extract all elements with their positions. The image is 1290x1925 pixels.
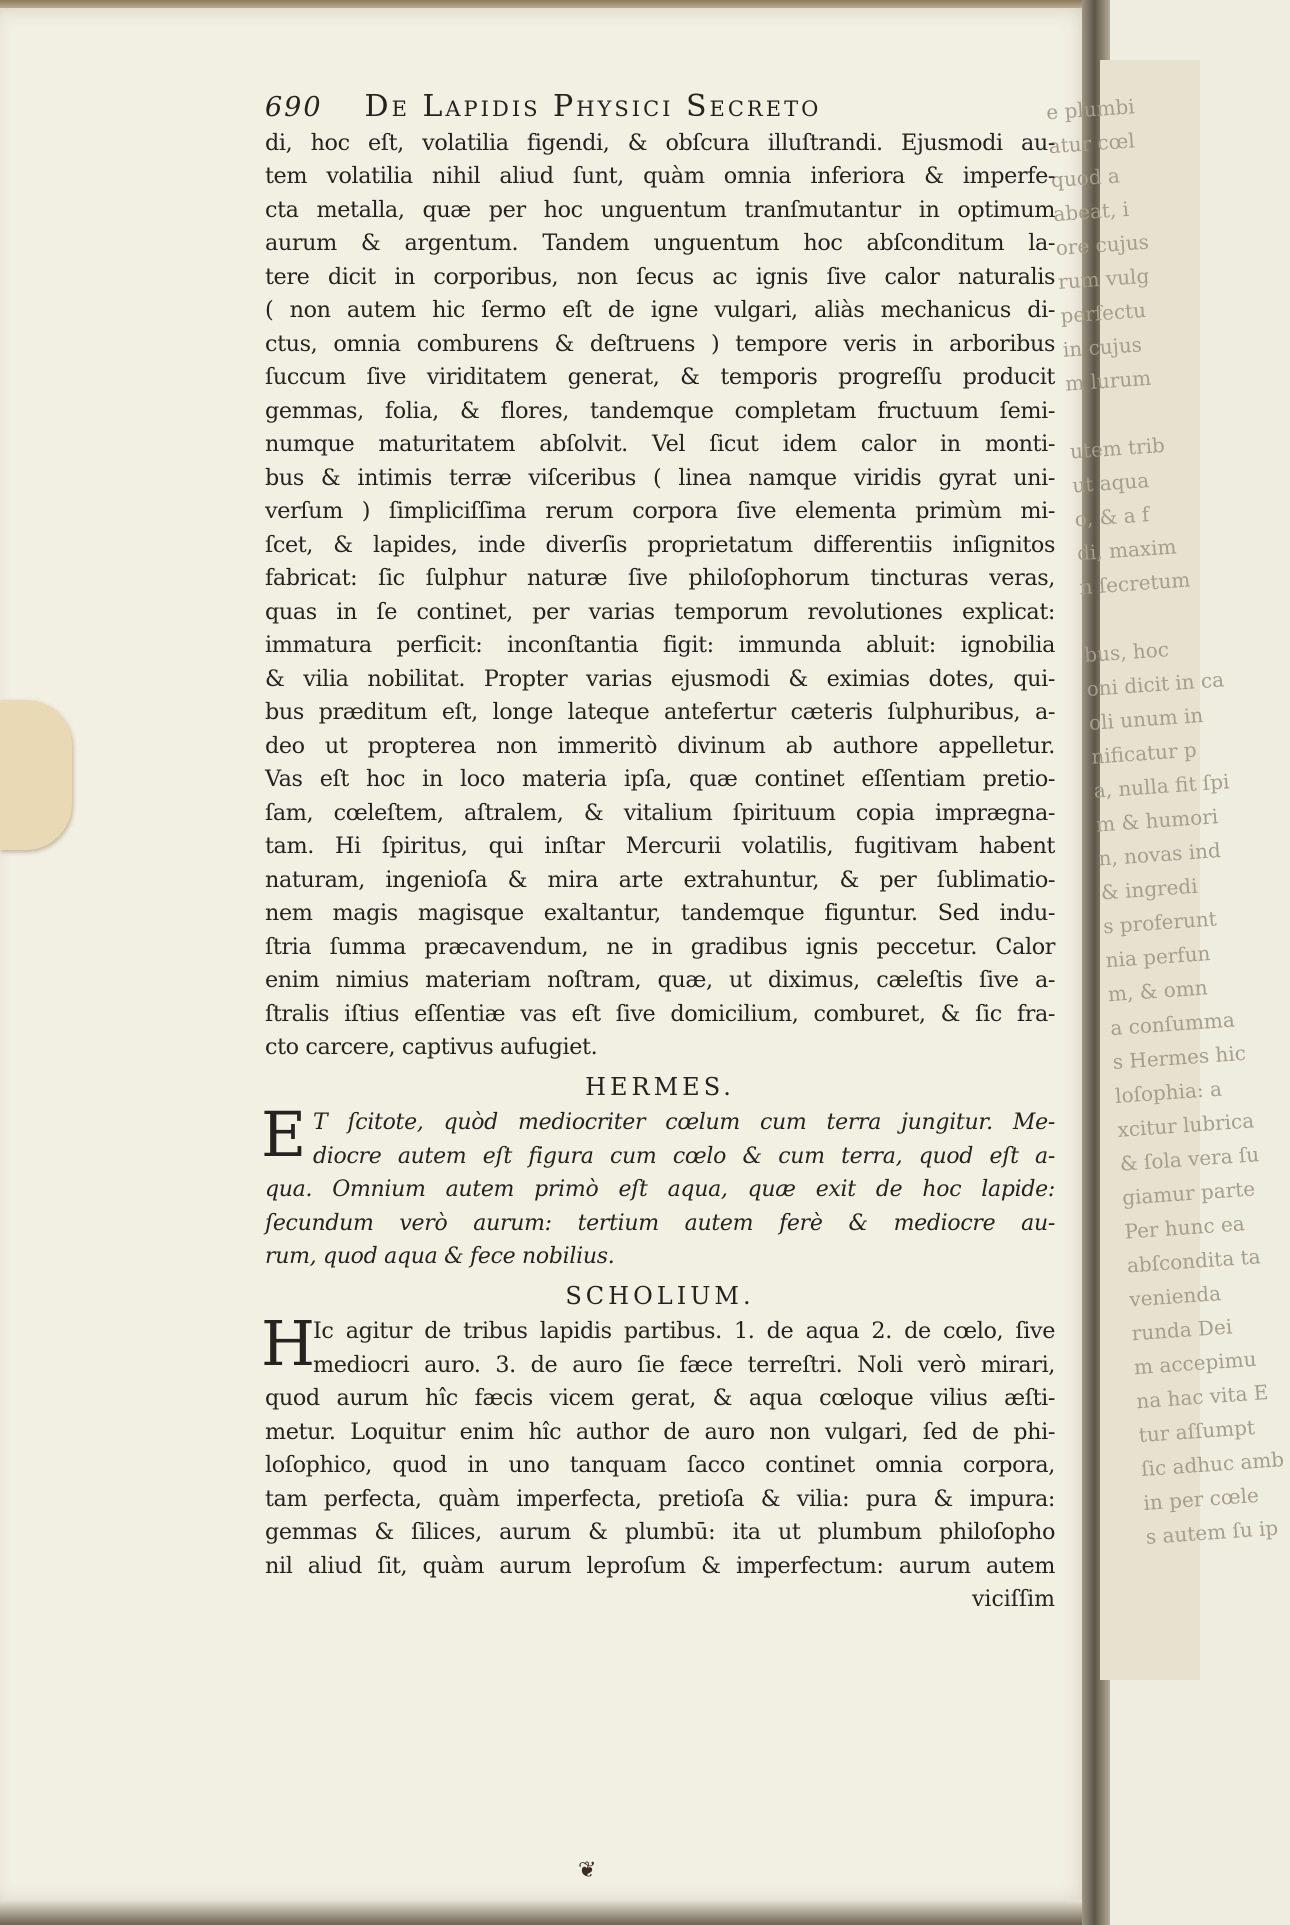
facing-page-line: m accepimu [1133, 1346, 1258, 1380]
body-line: di, hoc eſt, volatilia figendi, & obſcura illuſtrandi. Ejusmodi au- [265, 129, 1055, 156]
facing-page-line: oli unum in [1088, 702, 1205, 735]
running-header [265, 90, 1055, 125]
facing-page-line: nia perfun [1104, 941, 1212, 973]
facing-page-line: perfectu [1059, 297, 1147, 328]
facing-page-line: e plumbi [1045, 94, 1136, 125]
facing-page-line: in per cœle [1142, 1482, 1260, 1515]
facing-page-line: loſophia: a [1114, 1076, 1223, 1108]
facing-page-line: atur cœl [1047, 128, 1136, 159]
facing-page-line: ut aqua [1071, 468, 1150, 498]
facing-page-line: in cujus [1062, 332, 1143, 362]
hermes-drop-cap: E [261, 1098, 307, 1171]
scholium-line: loſophico, quod in uno tanquam ſacco continet omnia corpora, [265, 1452, 1055, 1478]
scholium-heading: SCHOLIUM. [565, 1281, 755, 1310]
scholium-line: Ic agitur de tribus lapidis partibus. 1. de aqua 2. de cœlo, ſive [313, 1318, 1055, 1344]
facing-page-line: xcitur lubrica [1116, 1108, 1255, 1142]
body-line: bus præditum eſt, longe lateque antefertur cæteris ſulphuribus, a- [265, 699, 1055, 725]
facing-page-line: m lurum [1064, 365, 1152, 396]
body-line: tam. Hi ſpiritus, qui inſtar Mercurii volatilis, fugitivam habent [265, 833, 1055, 859]
scholium-line: tam perfecta, quàm imperfecta, pretioſa & vilia: pura & impura: [265, 1485, 1055, 1512]
hermes-line: qua. Omnium autem primò eſt aqua, quæ exit de hoc lapide: [265, 1177, 1055, 1202]
facing-page-line: na hac vita E [1135, 1380, 1270, 1414]
scholium-line: quod aurum hîc fæcis vicem gerat, & aqua cœloque vilius æſti- [265, 1385, 1055, 1411]
body-line: deo ut propterea non immeritò divinum ab authore appelletur. [265, 732, 1055, 759]
facing-page-line: & ingredi [1100, 873, 1199, 905]
body-line: aurum & argentum. Tandem unguentum hoc abſconditum la- [265, 230, 1055, 256]
body-line: ſam, cœleſtem, aſtralem, & vitalium ſpirituum copia imprægna- [265, 799, 1055, 826]
body-line: ſcet, & lapides, inde diverſis proprietatum differentiis inſignitos [265, 531, 1055, 558]
body-line: naturam, ingenioſa & mira arte extrahuntur, & per ſublimatio- [265, 866, 1055, 893]
facing-page-line: Per hunc ea [1123, 1211, 1246, 1244]
facing-page-line: di, maxim [1076, 534, 1178, 566]
facing-page-line: bus, hoc [1083, 637, 1170, 668]
facing-page-line: o, & a f [1073, 502, 1151, 532]
body-line: nem magis magisque exaltantur, tandemque figuntur. Sed indu- [265, 900, 1055, 926]
scholium-line: metur. Loquitur enim hîc author de auro non vulgari, ſed de phi- [265, 1418, 1055, 1445]
hermes-line: T ſcitote, quòd mediocriter cœlum cum terra jungitur. Me- [313, 1110, 1055, 1135]
facing-page-line: oni dicit in ca [1085, 667, 1225, 701]
body-line: quas in ſe continet, per varias temporum revolutiones explicat: [265, 598, 1055, 625]
facing-page-line: a, nulla fit ſpi [1092, 769, 1231, 803]
facing-page-line: rum vulg [1057, 263, 1150, 294]
facing-page-line: s Hermes hic [1111, 1040, 1247, 1075]
facing-page-line: n ſecretum [1078, 567, 1192, 600]
facing-page-line: utem trib [1069, 432, 1166, 464]
facing-page-line: & ſola vera ſu [1119, 1142, 1260, 1176]
facing-page-line: quod a [1050, 163, 1121, 193]
body-line: numque maturitatem abſolvit. Vel ſicut idem calor in monti- [265, 431, 1055, 457]
facing-page-line: a conſumma [1109, 1007, 1236, 1041]
facing-page-line: n, novas ind [1097, 838, 1222, 871]
scholium-drop-cap: H [261, 1307, 316, 1380]
catchword: viciſſim [971, 1587, 1055, 1612]
ornament-icon: ❦ [578, 1858, 597, 1883]
body-line: immatura perficit: inconſtantia figit: immunda abluit: ignobilia [265, 632, 1055, 658]
body-line: ( non autem hic ſermo eſt de igne vulgari, aliàs mechanicus di- [265, 297, 1055, 323]
body-line: ſtralis iſtius eſſentiæ vas eſt ſive domicilium, comburet, & ſic fra- [265, 1000, 1055, 1027]
facing-page-line: ore cujus [1054, 229, 1150, 261]
page-number: 690 [265, 92, 323, 123]
hermes-line: rum, quod aqua & fece nobilius. [265, 1244, 615, 1269]
scholium-line: mediocri auro. 3. de auro ſie fæce terreſtri. Noli verò mirari, [313, 1351, 1055, 1378]
scholium-line: nil aliud ſit, quàm aurum leproſum & imperfectum: aurum autem [265, 1552, 1055, 1579]
body-line: cto carcere, captivus aufugiet. [265, 1034, 598, 1060]
facing-page-line: nificatur p [1090, 737, 1198, 769]
facing-page-line: giamur parte [1121, 1176, 1256, 1210]
body-line: & vilia nobilitat. Propter varias ejusmodi & eximias dotes, qui- [265, 665, 1055, 692]
body-line: tem volatilia nihil aliud ſunt, quàm omnia inferiora & imperfe- [265, 163, 1055, 189]
body-line: ſuccum ſive viriditatem generat, & temporis progreſſu producit [265, 364, 1055, 390]
body-paragraph [265, 127, 1055, 1065]
hermes-line: diocre autem eſt figura cum cœlo & cum terra, quod eſt a- [313, 1143, 1055, 1169]
hermes-line: ſecundum verò aurum: tertium autem ferè & mediocre au- [265, 1210, 1055, 1236]
facing-page-line: runda Dei [1130, 1314, 1233, 1346]
scholium-line: gemmas & ſilices, aurum & plumbū: ita ut plumbum philoſopho [265, 1519, 1055, 1545]
hermes-quote [261, 1098, 1055, 1274]
body-line: Vas eſt hoc in loco materia ipſa, quæ continet eſſentiam pretio- [265, 766, 1055, 792]
bookmark-tab [0, 700, 72, 850]
body-line: cta metalla, quæ per hoc unguentum tranſmutantur in optimum [265, 196, 1055, 223]
hermes-heading: HERMES. [585, 1072, 735, 1101]
facing-page-line: s proferunt [1102, 906, 1218, 939]
facing-page-line: abſcondita ta [1126, 1244, 1262, 1278]
body-line: verſum ) ſimpliciſſima rerum corpora ſive elementa primùm mi- [265, 498, 1055, 524]
body-line: fabricat: ſic ſulphur naturæ ſive philoſophorum tincturas veras, [265, 565, 1055, 591]
page-text [261, 89, 1055, 1617]
facing-page-line: m, & omn [1107, 975, 1209, 1007]
body-line: gemmas, folia, & flores, tandemque completam fructuum ſemi- [265, 397, 1055, 424]
facing-page-line: ſic adhuc amb [1140, 1447, 1285, 1482]
facing-page-line: venienda [1128, 1281, 1222, 1312]
facing-page-line: m & humori [1095, 804, 1219, 837]
body-line: ctus, omnia comburens & deſtruens ) tempore veris in arboribus [265, 330, 1055, 357]
body-line: tere dicit in corporibus, non ſecus ac ignis ſive calor naturalis [265, 263, 1055, 290]
running-title: De Lapidis Physici Secreto [364, 89, 822, 124]
facing-page-line: tur aſſumpt [1137, 1415, 1256, 1448]
body-line: enim nimius materiam noſtram, quæ, ut diximus, cæleſtis ſive a- [265, 967, 1055, 993]
body-line: ſtria ſumma præcavendum, ne in gradibus ignis peccetur. Calor [265, 933, 1055, 960]
facing-page-line: s autem ſu ip [1145, 1515, 1279, 1549]
scholium-paragraph [261, 1307, 1055, 1583]
facing-page-edge [1045, 60, 1285, 1680]
page-bottom-edge [0, 1900, 1090, 1925]
facing-page-line: abeat, i [1052, 196, 1130, 227]
body-line: bus & intimis terræ viſceribus ( linea namque viridis gyrat uni- [265, 464, 1055, 491]
